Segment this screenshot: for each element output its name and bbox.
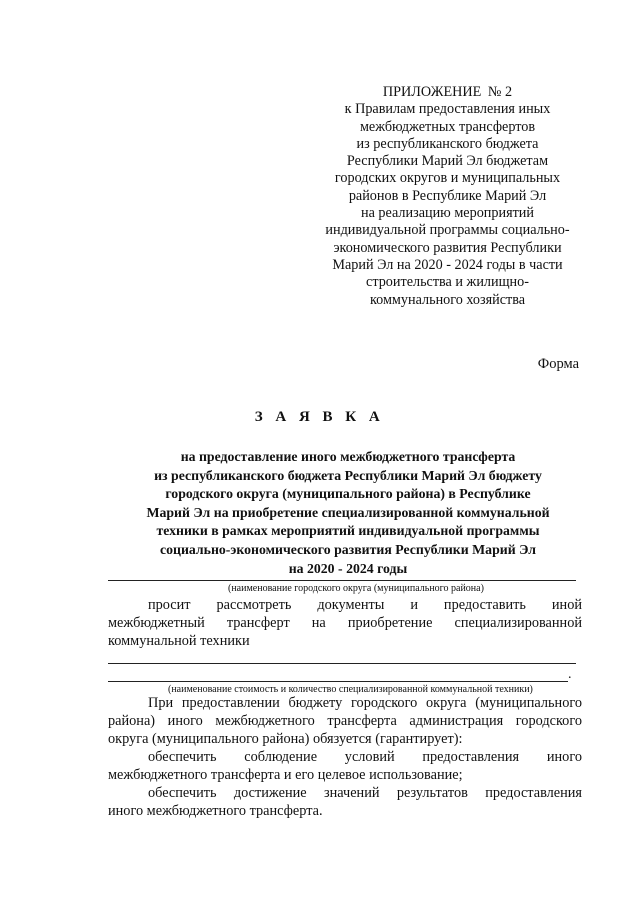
appendix-line: из республиканского бюджета [356, 135, 539, 152]
body-line: иного межбюджетного трансферта. [108, 803, 323, 819]
appendix-line: коммунального хозяйства [369, 291, 526, 308]
municipality-name-blank [108, 580, 576, 581]
subtitle-line: техники в рамках мероприятий индивидуальной программы [156, 523, 540, 539]
appendix-line: индивидуальной программы социально- [325, 222, 570, 239]
request-line: коммунальной техники [108, 633, 250, 649]
body-line: округа (муниципального района) обязуется (гарантирует): [108, 731, 463, 747]
document-title: З А Я В К А [254, 409, 385, 425]
appendix-line: районов в Республике Марий Эл [348, 187, 547, 204]
equipment-blank-2 [108, 681, 568, 682]
subtitle-line: Марий Эл на приобретение специализированной коммунальной [146, 504, 550, 520]
appendix-line: городских округов и муниципальных [334, 170, 561, 187]
request-line: межбюджетный трансферт на приобретение специализированной [108, 615, 582, 631]
appendix-line: строительства и жилищно- [366, 274, 529, 291]
subtitle-line: на предоставление иного межбюджетного трансферта [180, 449, 516, 464]
appendix-title [300, 84, 595, 101]
subtitle-line: на 2020 - 2024 годы [288, 560, 408, 576]
form-label: Форма [537, 356, 579, 372]
appendix-number: № 2 [487, 84, 513, 100]
appendix-line: к Правилам предоставления иных [344, 101, 551, 118]
body-line: межбюджетного трансферта и его целевое использование; [108, 767, 463, 783]
appendix-line: межбюджетных трансфертов [359, 118, 536, 135]
subtitle-line: из республиканского бюджета Республики Марий Эл бюджету [154, 467, 542, 483]
body-line: обеспечить достижение значений результатов предоставления [148, 785, 582, 801]
request-line: просит рассмотреть документы и предоставить иной [148, 597, 582, 613]
appendix-heading: ПРИЛОЖЕНИЕ [382, 84, 482, 100]
document-subtitle [108, 448, 588, 578]
equipment-blank-1 [108, 663, 576, 664]
municipality-name-caption: (наименование городского округа (муниципального района) [228, 583, 484, 594]
appendix-line: Марий Эл на 2020 - 2024 годы в части [332, 256, 563, 273]
appendix-header [300, 84, 595, 309]
appendix-line: экономического развития Республики [333, 239, 562, 256]
body-line: При предоставлении бюджету городского округа (муниципального [148, 695, 582, 711]
subtitle-line: социально-экономического развития Республики Марий Эл [159, 541, 537, 557]
end-dot: . [568, 667, 572, 682]
appendix-line: на реализацию мероприятий [361, 205, 534, 222]
subtitle-line: городского округа (муниципального района) в Республике [165, 486, 531, 502]
equipment-caption: (наименование стоимость и количество специализированной коммунальной техники) [168, 684, 533, 695]
body-line: обеспечить соблюдение условий предоставления иного [148, 749, 582, 765]
body-line: района) иного межбюджетного трансферта администрация городского [108, 713, 582, 729]
appendix-line: Республики Марий Эл бюджетам [346, 153, 549, 170]
